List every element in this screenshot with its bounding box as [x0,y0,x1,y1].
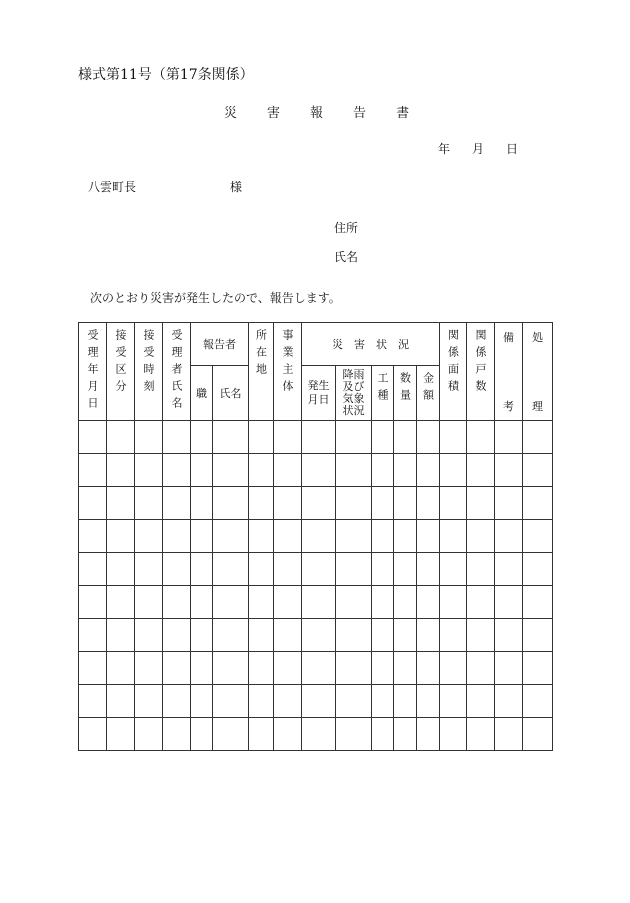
intro-text: 次のとおり災害が発生したので、報告します。 [90,291,341,305]
table-cell[interactable] [417,586,440,619]
table-cell[interactable] [79,718,107,751]
table-cell[interactable] [135,553,163,586]
header-households: 関係戸数 [474,329,488,397]
table-cell[interactable] [213,718,249,751]
table-cell[interactable] [372,421,394,454]
table-cell[interactable] [302,685,336,718]
table-cell[interactable] [417,652,440,685]
document-title [224,102,409,121]
date-day: 日 [506,142,519,156]
header-location: 所在地 [254,329,268,380]
table-cell[interactable] [302,586,336,619]
date-line [438,140,518,157]
table-row [79,553,553,586]
table-cell[interactable] [495,652,523,685]
table-cell[interactable] [79,619,107,652]
table-cell[interactable] [495,487,523,520]
table-cell[interactable] [79,586,107,619]
table-cell[interactable] [135,487,163,520]
table-cell[interactable] [417,520,440,553]
table-cell[interactable] [467,652,495,685]
table-cell[interactable] [495,685,523,718]
table-cell[interactable] [249,619,274,652]
table-cell[interactable] [135,520,163,553]
col-header [163,323,191,421]
table-cell[interactable] [440,421,467,454]
header-area: 関係面積 [446,329,460,397]
table-cell[interactable] [213,454,249,487]
table-cell[interactable] [191,487,213,520]
table-cell[interactable] [107,553,135,586]
table-cell[interactable] [372,718,394,751]
table-cell[interactable] [336,619,372,652]
table-cell[interactable] [274,553,302,586]
title-char: 書 [396,106,410,121]
table-cell[interactable] [302,718,336,751]
table-cell[interactable] [191,454,213,487]
table-cell[interactable] [107,421,135,454]
table-cell[interactable] [417,685,440,718]
table-cell[interactable] [274,421,302,454]
col-header [274,323,302,421]
table-cell[interactable] [274,454,302,487]
table-cell[interactable] [213,619,249,652]
table-cell[interactable] [440,553,467,586]
header-bikou-top: 備 [503,331,515,344]
table-cell[interactable] [135,718,163,751]
header-shori-top: 処 [532,331,544,344]
table-cell[interactable] [249,652,274,685]
table-cell[interactable] [191,520,213,553]
table-cell[interactable] [495,520,523,553]
table-row [79,718,553,751]
table-cell[interactable] [163,454,191,487]
header-occurred-text: 発生月日 [307,379,330,406]
header-reporter-title: 職 [191,366,213,421]
title-char: 害 [267,106,281,121]
table-cell[interactable] [394,421,417,454]
table-cell[interactable] [302,619,336,652]
table-cell[interactable] [440,520,467,553]
table-row [79,652,553,685]
table-cell[interactable] [336,520,372,553]
table-cell[interactable] [163,487,191,520]
report-table [78,322,553,751]
table-cell[interactable] [302,652,336,685]
table-cell[interactable] [302,421,336,454]
table-cell[interactable] [440,619,467,652]
table-cell[interactable] [467,718,495,751]
table-row [79,586,553,619]
header-shori-bottom: 理 [532,400,544,413]
table-cell[interactable] [302,454,336,487]
table-cell[interactable] [440,454,467,487]
table-cell[interactable] [523,652,553,685]
table-cell[interactable] [191,685,213,718]
table-cell[interactable] [336,685,372,718]
header-rain-text: 降雨及び気象状況 [342,368,365,417]
table-cell[interactable] [274,487,302,520]
table-cell[interactable] [249,520,274,553]
title-char: 報 [310,106,324,121]
table-cell[interactable] [336,718,372,751]
table-row [79,487,553,520]
table-cell[interactable] [79,520,107,553]
table-cell[interactable] [440,586,467,619]
name-label: 氏名 [334,250,359,264]
table-cell[interactable] [107,520,135,553]
table-cell[interactable] [107,586,135,619]
col-header [467,323,495,421]
table-cell[interactable] [523,586,553,619]
header-qty: 数量 [398,372,412,406]
table-cell[interactable] [135,685,163,718]
table-cell[interactable] [191,619,213,652]
table-row [79,685,553,718]
table-cell[interactable] [191,652,213,685]
table-cell[interactable] [495,586,523,619]
table-cell[interactable] [417,487,440,520]
table-cell[interactable] [467,586,495,619]
table-cell[interactable] [495,454,523,487]
table-cell[interactable] [249,421,274,454]
table-cell[interactable] [107,718,135,751]
table-cell[interactable] [336,553,372,586]
header-reporter-name: 氏名 [213,366,249,421]
table-cell[interactable] [467,619,495,652]
table-cell[interactable] [302,487,336,520]
table-cell[interactable] [107,652,135,685]
table-cell[interactable] [440,652,467,685]
table-cell[interactable] [213,520,249,553]
table-cell[interactable] [336,454,372,487]
table-cell[interactable] [135,586,163,619]
table-cell[interactable] [394,454,417,487]
table-cell[interactable] [394,586,417,619]
table-cell[interactable] [394,718,417,751]
col-header [440,323,467,421]
table-cell[interactable] [163,553,191,586]
table-cell[interactable] [79,685,107,718]
table-cell[interactable] [163,421,191,454]
header-jurisha: 受理者氏名 [170,329,183,414]
table-cell[interactable] [467,487,495,520]
table-cell[interactable] [372,454,394,487]
table-cell[interactable] [274,586,302,619]
table-cell[interactable] [417,718,440,751]
table-cell[interactable] [495,421,523,454]
form-number: 様式第11号（第17条関係） [78,67,254,83]
table-cell[interactable] [79,487,107,520]
table-cell[interactable] [274,619,302,652]
table-cell[interactable] [249,553,274,586]
table-cell[interactable] [191,421,213,454]
table-cell[interactable] [135,619,163,652]
title-char: 災 [224,106,238,121]
table-cell[interactable] [249,454,274,487]
table-cell[interactable] [213,421,249,454]
table-cell[interactable] [163,685,191,718]
col-header [394,366,417,421]
table-cell[interactable] [467,553,495,586]
table-cell[interactable] [213,685,249,718]
table-cell[interactable] [523,520,553,553]
table-cell[interactable] [523,487,553,520]
header-kind: 工種 [376,372,389,406]
table-cell[interactable] [495,718,523,751]
col-header [135,323,163,421]
table-cell[interactable] [467,454,495,487]
table-cell[interactable] [417,619,440,652]
title-char: 告 [353,106,367,121]
table-cell[interactable] [336,487,372,520]
table-cell[interactable] [523,454,553,487]
table-cell[interactable] [372,487,394,520]
table-cell[interactable] [135,652,163,685]
table-cell[interactable] [135,421,163,454]
header-row-1 [79,323,553,366]
header-uketsuke-date: 受理年月日 [86,329,99,414]
table-cell[interactable] [249,685,274,718]
table-cell[interactable] [213,487,249,520]
table-cell[interactable] [394,652,417,685]
table-cell[interactable] [191,586,213,619]
table-cell[interactable] [302,520,336,553]
table-cell[interactable] [523,718,553,751]
table-cell[interactable] [440,718,467,751]
table-cell[interactable] [249,718,274,751]
table-cell[interactable] [274,652,302,685]
table-row [79,520,553,553]
header-entity: 事業主体 [281,329,294,397]
table-cell[interactable] [163,652,191,685]
table-cell[interactable] [336,652,372,685]
table-cell[interactable] [417,553,440,586]
table-cell[interactable] [372,553,394,586]
table-cell[interactable] [79,652,107,685]
table-cell[interactable] [523,685,553,718]
addressee: 八雲町長 [88,180,137,194]
table-row [79,421,553,454]
table-cell[interactable] [372,652,394,685]
date-year: 年 [438,142,451,156]
table-cell[interactable] [523,619,553,652]
table-cell[interactable] [107,685,135,718]
col-header [495,323,523,421]
table-cell[interactable] [79,421,107,454]
col-header [107,323,135,421]
table-cell[interactable] [467,520,495,553]
table-cell[interactable] [372,685,394,718]
col-header [523,323,553,421]
table-cell[interactable] [163,520,191,553]
table-cell[interactable] [163,718,191,751]
table-cell[interactable] [394,685,417,718]
table-cell[interactable] [107,619,135,652]
table-cell[interactable] [274,685,302,718]
table-cell[interactable] [249,487,274,520]
table-cell[interactable] [440,487,467,520]
col-header [372,366,394,421]
table-cell[interactable] [249,586,274,619]
table-cell[interactable] [135,454,163,487]
header-setsuju-jikoku: 接受時刻 [142,329,155,397]
table-cell[interactable] [440,685,467,718]
table-cell[interactable] [163,619,191,652]
header-disaster: 災 害 状 況 [302,323,440,366]
table-cell[interactable] [372,586,394,619]
table-cell[interactable] [336,421,372,454]
header-setsuju-kubun: 接受区分 [114,329,127,397]
table-cell[interactable] [372,619,394,652]
date-month: 月 [472,142,485,156]
table-cell[interactable] [417,421,440,454]
table-cell[interactable] [495,553,523,586]
address-label: 住所 [334,221,359,235]
table-cell[interactable] [467,421,495,454]
col-header [79,323,107,421]
table-cell[interactable] [274,520,302,553]
table-cell[interactable] [302,553,336,586]
table-cell[interactable] [394,520,417,553]
table-cell[interactable] [79,454,107,487]
table-cell[interactable] [213,586,249,619]
table-cell[interactable] [336,586,372,619]
table-cell[interactable] [394,487,417,520]
addressee-suffix: 様 [230,180,243,194]
table-cell[interactable] [191,553,213,586]
table-row [79,454,553,487]
table-cell[interactable] [163,586,191,619]
table-cell[interactable] [213,553,249,586]
table-cell[interactable] [417,454,440,487]
header-amount: 金額 [421,372,435,406]
col-header [417,366,440,421]
table-cell[interactable] [394,619,417,652]
table-cell[interactable] [107,487,135,520]
table-cell[interactable] [191,718,213,751]
header-reporter: 報告者 [191,323,249,366]
table-cell[interactable] [107,454,135,487]
header-occurred [302,366,336,421]
table-cell[interactable] [274,718,302,751]
table-cell[interactable] [523,553,553,586]
table-cell[interactable] [79,553,107,586]
table-cell[interactable] [372,520,394,553]
header-bikou-bottom: 考 [503,400,515,413]
table-cell[interactable] [213,652,249,685]
table-cell[interactable] [523,421,553,454]
table-cell[interactable] [495,619,523,652]
header-rain [336,366,372,421]
table-cell[interactable] [394,553,417,586]
table-cell[interactable] [467,685,495,718]
table-row [79,619,553,652]
col-header [249,323,274,421]
